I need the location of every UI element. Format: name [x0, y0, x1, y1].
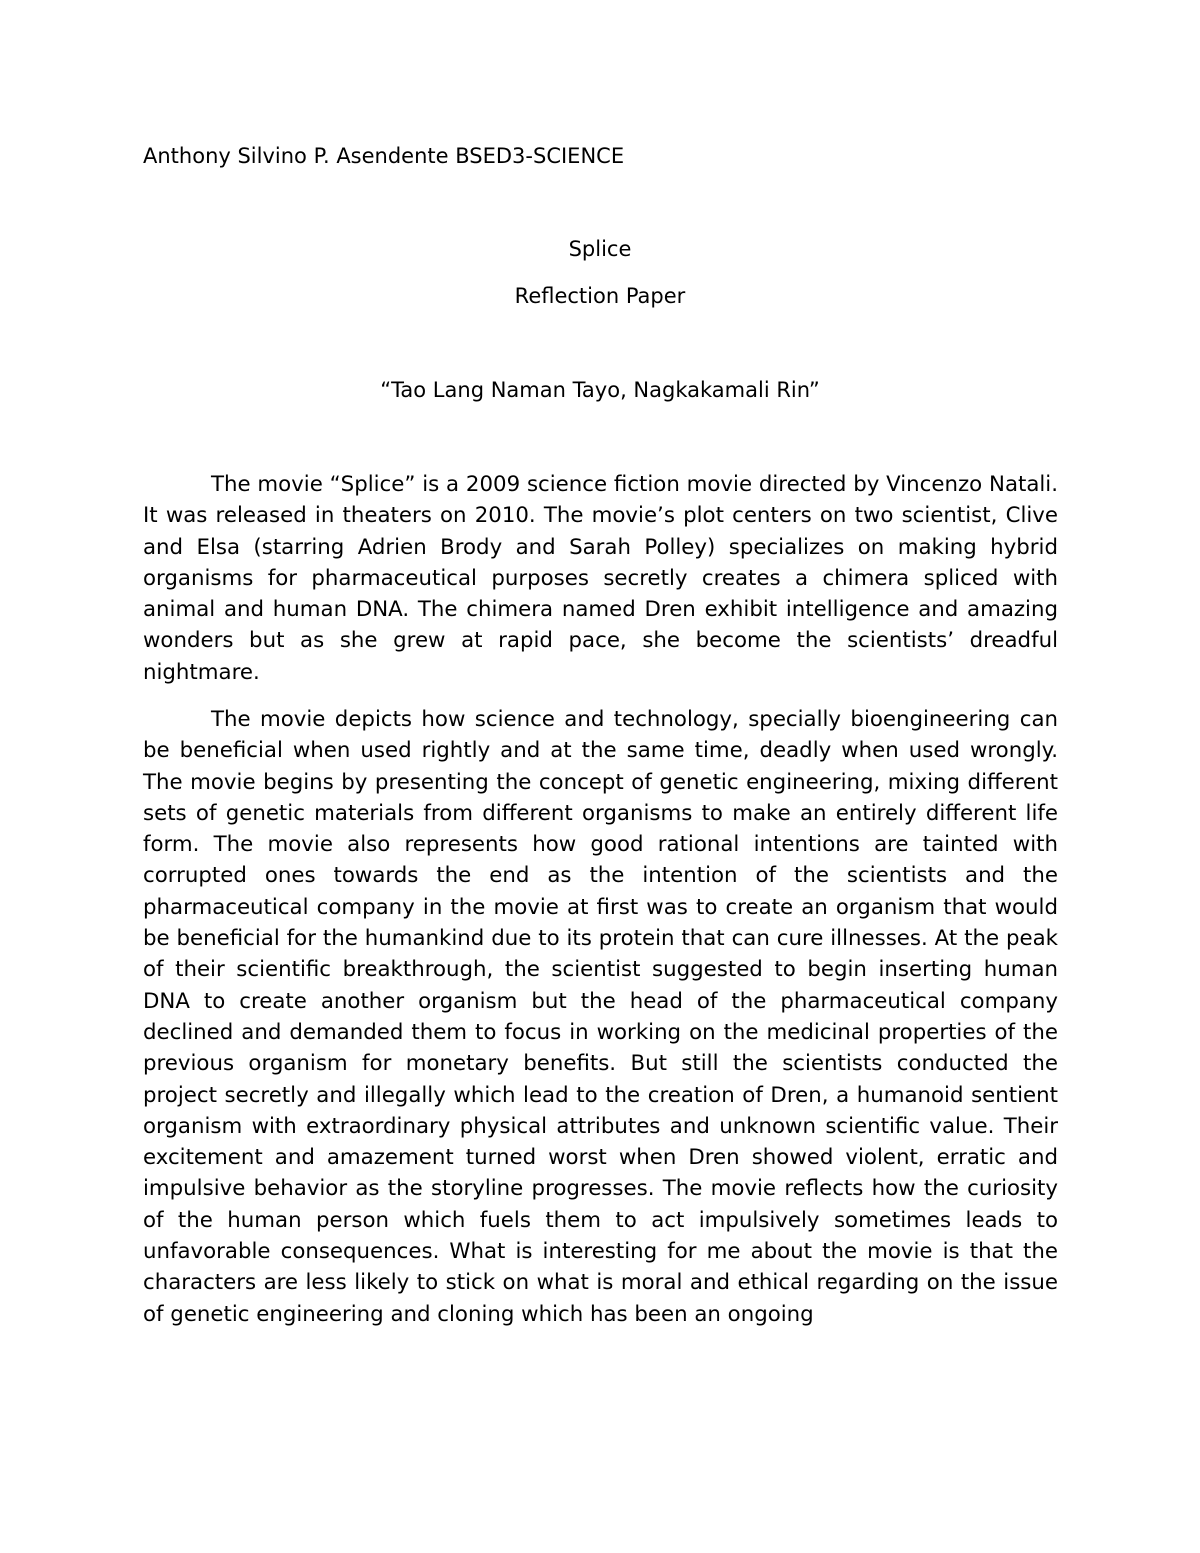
quote-title: “Tao Lang Naman Tayo, Nagkakamali Rin”: [380, 378, 820, 402]
paragraph-2: The movie depicts how science and technology, specially bioengineering can be beneficial when used rightly and at the same time, deadly when used wrongly. The movie begins by presenting the concept of genetic engineering, mixing different sets of genetic materials from different organisms to make an entirely different life form. The movie also represents how good rational intentions are tainted with corrupted ones towards the end as the intention of the scientists and the pharmaceutical company in the movie at first was to create an organism that would be beneficial for the humankind due to its protein that can cure illnesses. At the peak of their scientific breakthrough, the scientist suggested to begin inserting human DNA to create another organism but the head of the pharmaceutical company declined and demanded them to focus in working on the medicinal properties of the previous organism for monetary benefits. But still the scientists conducted the project secretly and illegally which lead to the creation of Dren, a humanoid sentient organism with extraordinary physical attributes and unknown scientific value. Their excitement and amazement turned worst when Dren showed violent, erratic and impulsive behavior as the storyline progresses. The movie reflects how the curiosity of the human person which fuels them to act impulsively sometimes leads to unfavorable consequences. What is interesting for me about the movie is that the characters are less likely to stick on what is moral and ethical regarding on the issue of genetic engineering and cloning which has been an ongoing: [143, 707, 1058, 1327]
page-subtitle: Reflection Paper: [514, 284, 686, 308]
paragraph-1: The movie “Splice” is a 2009 science fiction movie directed by Vincenzo Natali. It was released in theaters on 2010. The movie’s plot centers on two scientist, Clive and Elsa (starring Adrien Brody and Sarah Polley) specializes on making hybrid organisms for pharmaceutical purposes secretly creates a chimera spliced with animal and human DNA. The chimera named Dren exhibit intelligence and amazing wonders but as she grew at rapid pace, she become the scientists’ dreadful nightmare.: [143, 472, 1058, 685]
page-title: Splice: [568, 237, 632, 261]
author-line: Anthony Silvino P. Asendente BSED3-SCIENCE: [143, 144, 625, 168]
